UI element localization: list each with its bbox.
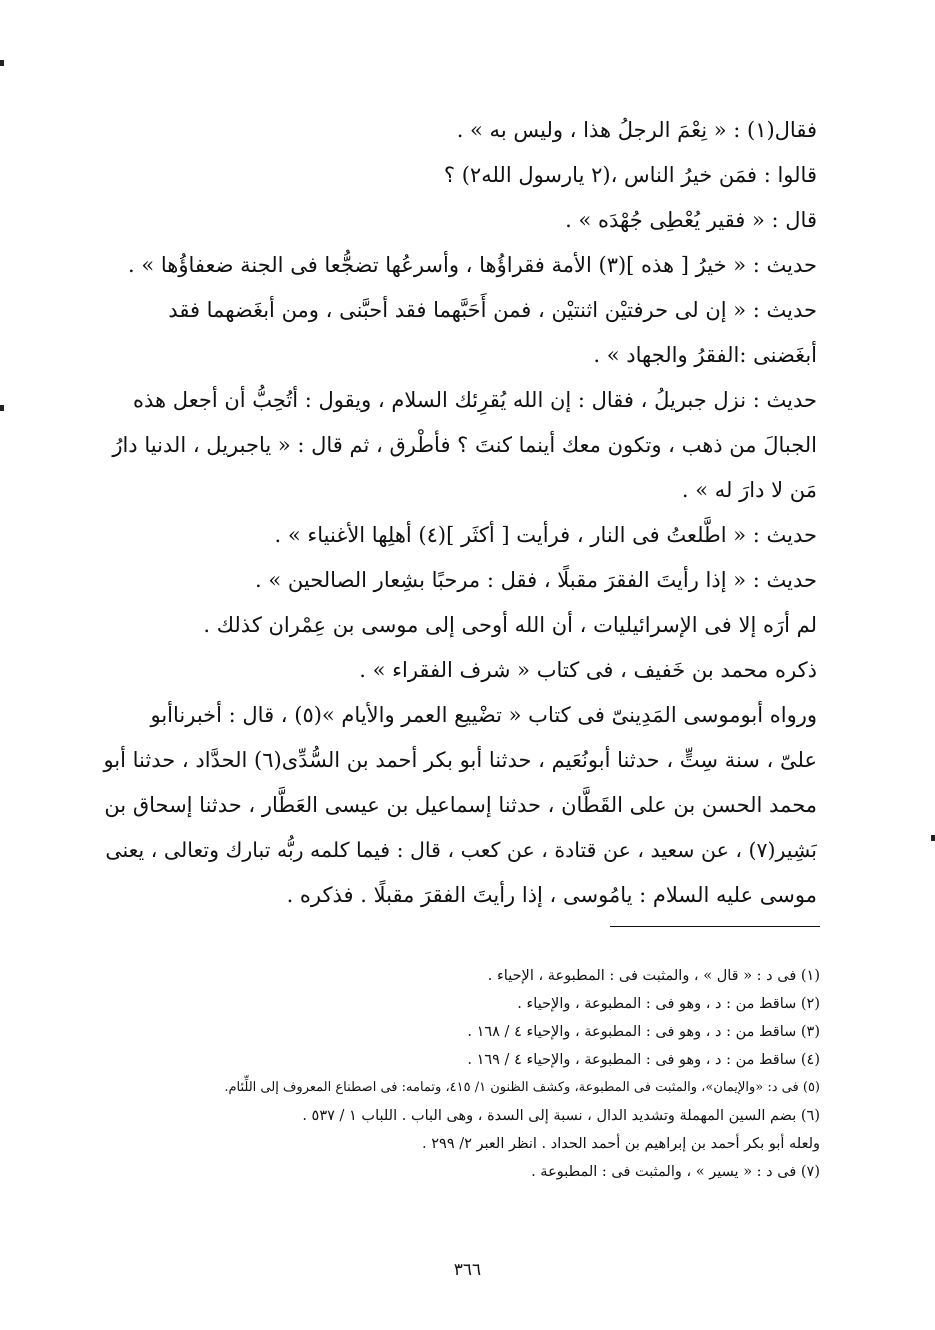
footnote: (٣) ساقط من : د ، وهو فى : المطبوعة ، والإحياء ٤ / ١٦٨ . bbox=[467, 1024, 820, 1040]
page-number: ٣٦٦ bbox=[453, 1260, 482, 1280]
text-line: حديث : نزل جبريلُ ، فقال : إن الله يُقرِئك السلام ، ويقول : أتُحِبُّ أن أجعل هذه bbox=[133, 388, 817, 412]
footnote: (٢) ساقط من : د ، وهو فى : المطبوعة ، والإحياء . bbox=[517, 996, 820, 1012]
text-line: محمد الحسن بن على القَطَّان ، حدثنا إسماعيل بن عيسى العَطَّار ، حدثنا إسحاق بن bbox=[104, 793, 817, 817]
footnote: (٤) ساقط من : د ، وهو فى : المطبوعة ، والإحياء ٤ / ١٦٩ . bbox=[467, 1052, 820, 1068]
footnote: (٥) فى د: «والإيمان»، والمثبت فى المطبوعة، وكشف الظنون ١/ ٤١٥، وتمامه: فى اصطناع المعروف إلى اللِّئام. bbox=[224, 1080, 820, 1095]
footnote: (١) فى د : « قال » ، والمثبت فى : المطبوعة ، الإحياء . bbox=[487, 968, 820, 984]
text-line: ورواه أبوموسى المَدِينىّ فى كتاب « تضْييع العمر والأيام »(٥) ، قال : أخبرناأبو bbox=[150, 703, 817, 727]
text-line: موسى عليه السلام : يامُوسى ، إذا رأيتَ الفقرَ مقبلًا . فذكره . bbox=[286, 883, 817, 907]
text-line: أبغَضنى :الفقرُ والجهاد » . bbox=[593, 343, 817, 367]
text-line: حديث : « إذا رأيتَ الفقرَ مقبلًا ، فقل : مرحبًا بشِعار الصالحين » . bbox=[255, 568, 817, 592]
text-line: فقال(١) : « نِعْمَ الرجلُ هذا ، وليس به » . bbox=[456, 118, 817, 142]
footnotes bbox=[175, 962, 820, 1186]
scan-edge-mark bbox=[0, 405, 4, 411]
text-line: بَشِير(٧) ، عن سعيد ، عن قتادة ، عن كعب ، قال : فيما كلمه ربُّه تبارك وتعالى ، يعنى bbox=[105, 838, 817, 862]
main-text-body bbox=[95, 108, 817, 918]
footnote-separator bbox=[610, 926, 820, 927]
text-line: قال : « فقير يُعْطِى جُهْدَه » . bbox=[565, 208, 817, 232]
footnote: (٦) بضم السين المهملة وتشديد الدال ، نسبة إلى السدة ، وهى الباب . اللباب ١ / ٥٣٧ . bbox=[302, 1108, 820, 1124]
scan-edge-mark bbox=[931, 835, 935, 841]
scan-edge-mark bbox=[0, 60, 4, 66]
text-line: ذكره محمد بن خَفيف ، فى كتاب « شرف الفقراء » . bbox=[359, 658, 817, 682]
footnote: ولعله أبو بكر أحمد بن إبراهيم بن أحمد الحداد . انظر العبر ٢/ ٢٩٩ . bbox=[422, 1136, 820, 1152]
text-line: الجبالَ من ذهب ، وتكون معك أينما كنتَ ؟ فأطْرق ، ثم قال : « ياجبريل ، الدنيا دارُ bbox=[112, 433, 817, 457]
text-line: علىّ ، سنة سِتٍّ ، حدثنا أبونُعَيم ، حدثنا أبو بكر أحمد بن السُّدِّى(٦) الحدَّاد ، حدثنا أبو bbox=[103, 748, 817, 772]
footnote: (٧) فى د : « يسير » ، والمثبت فى : المطبوعة . bbox=[531, 1164, 820, 1180]
text-line: لم أرَه إلا فى الإسرائيليات ، أن الله أوحى إلى موسى بن عِمْران كذلك . bbox=[203, 613, 817, 637]
text-line: حديث : « إن لى حرفتيْن اثنتيْن ، فمن أَحَبَّهما فقد أحبَّنى ، ومن أبغَضهما فقد bbox=[168, 298, 817, 322]
text-line: قالوا : فمَن خيرُ الناس ،(٢ يارسول الله٢) ؟ bbox=[443, 163, 817, 187]
text-line: حديث : « اطَّلعتُ فى النار ، فرأيت [ أكثَر ](٤) أهلِها الأغنياء » . bbox=[274, 523, 817, 547]
text-line: مَن لا دارَ له » . bbox=[681, 478, 817, 502]
text-line: حديث : « خيرُ [ هذه ](٣) الأمة فقراؤُها ، وأسرعُها تضجُّعا فى الجنة ضعفاؤُها » . bbox=[127, 253, 817, 277]
